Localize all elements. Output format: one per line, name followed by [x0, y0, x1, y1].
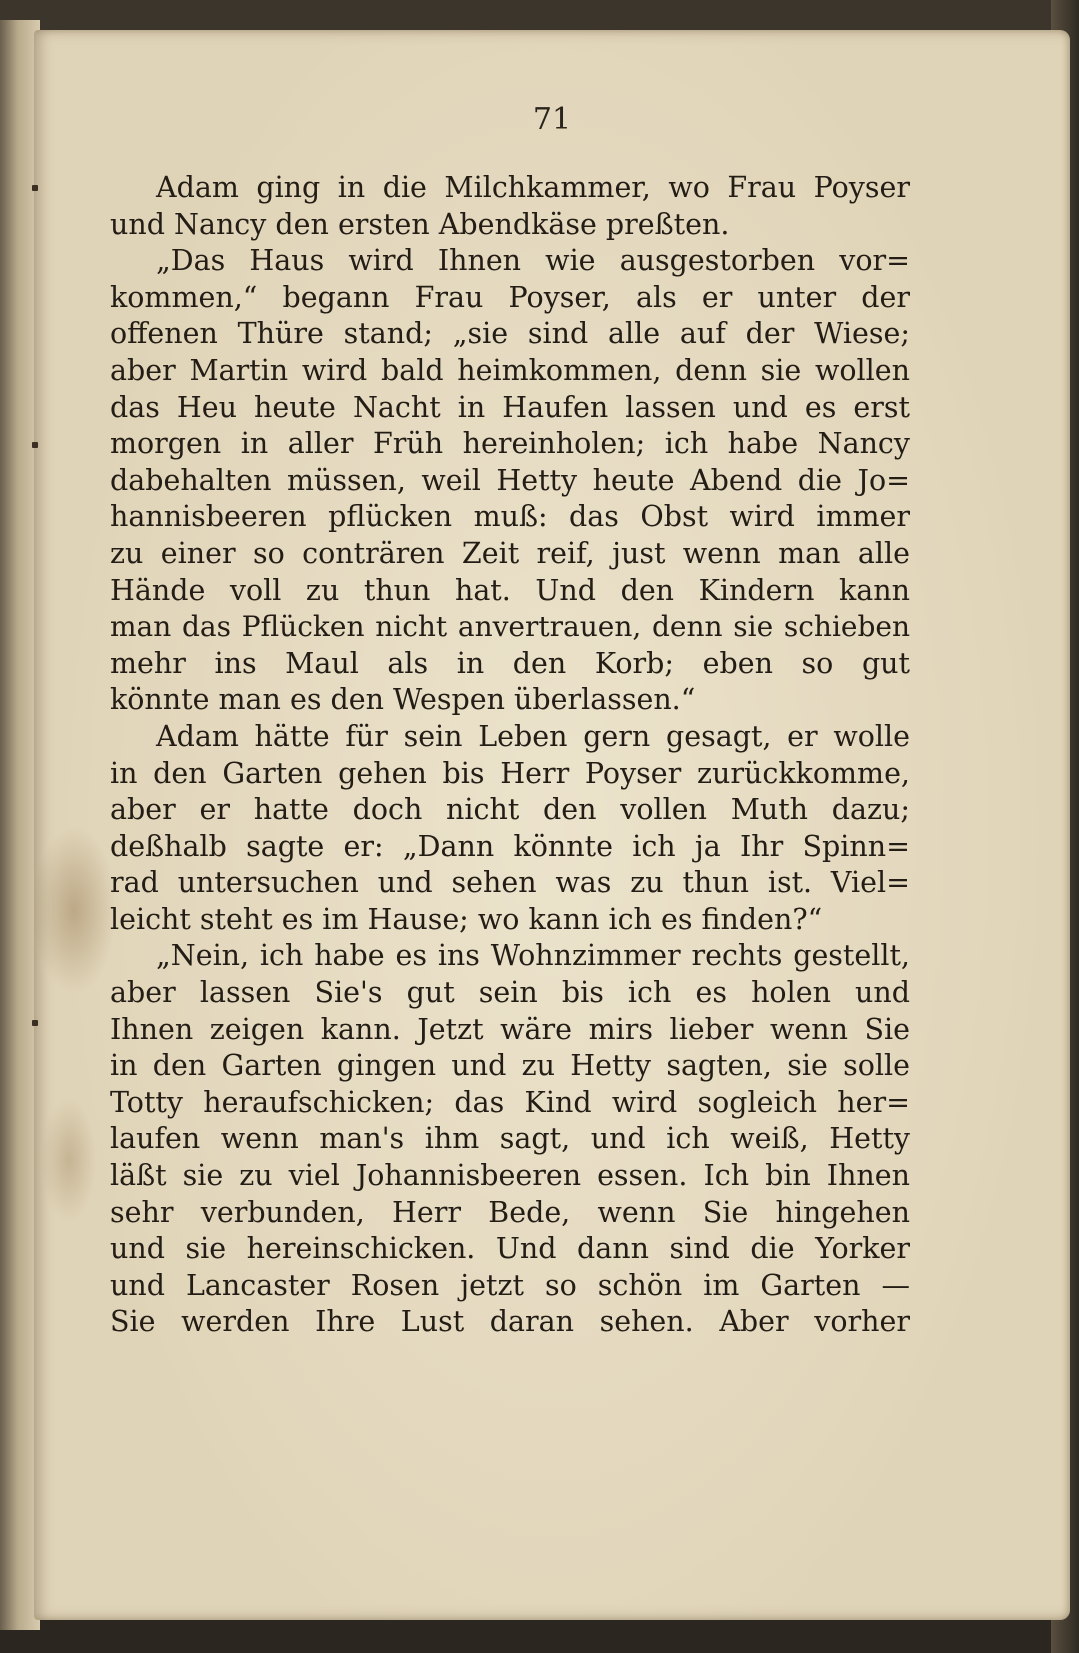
text-line: man das Pflücken nicht anvertrauen, denn sie schieben	[110, 610, 910, 644]
text-line: in den Garten gingen und zu Hetty sagten, sie solle	[110, 1049, 910, 1083]
text-line: rad untersuchen und sehen was zu thun ist. Viel=	[110, 866, 910, 900]
text-line: leicht steht es im Hause; wo kann ich es finden?“	[110, 902, 823, 936]
text-line: Totty heraufschicken; das Kind wird sogleich her=	[110, 1085, 910, 1119]
text-line: Ihnen zeigen kann. Jetzt wäre mirs lieber wenn Sie	[110, 1012, 910, 1046]
text-line: und Lancaster Rosen jetzt so schön im Garten —	[110, 1268, 910, 1302]
text-line: Adam ging in die Milchkammer, wo Frau Poyser	[156, 171, 910, 204]
text-line: offenen Thüre stand; „sie sind alle auf der Wiese;	[110, 317, 910, 351]
text-line: laufen wenn man's ihm sagt, und ich weiß, Hetty	[110, 1122, 910, 1156]
text-line: aber er hatte doch nicht den vollen Muth dazu;	[110, 793, 910, 827]
text-line: und sie hereinschicken. Und dann sind die Yorker	[110, 1232, 910, 1266]
text-line: könnte man es den Wespen überlassen.“	[110, 683, 696, 717]
text-line: sehr verbunden, Herr Bede, wenn Sie hingehen	[110, 1195, 910, 1229]
text-line: Adam hätte für sein Leben gern gesagt, er wolle	[156, 719, 910, 753]
text-line: hannisbeeren pflücken muß: das Obst wird immer	[110, 500, 910, 534]
text-line: in den Garten gehen bis Herr Poyser zurückkomme,	[110, 756, 910, 790]
text-line: mehr ins Maul als in den Korb; eben so gut	[110, 646, 910, 680]
text-line: und Nancy den ersten Abendkäse preßten.	[110, 207, 730, 241]
book-page	[34, 30, 1070, 1620]
text-line: zu einer so conträren Zeit reif, just wenn man alle	[110, 536, 910, 570]
text-line: das Heu heute Nacht in Haufen lassen und es erst	[110, 390, 910, 424]
text-line: „Nein, ich habe es ins Wohnzimmer rechts gestellt,	[156, 939, 910, 973]
text-line: morgen in aller Früh hereinholen; ich habe Nancy	[110, 427, 910, 461]
text-line: aber Martin wird bald heimkommen, denn sie wollen	[110, 353, 910, 387]
body-text	[110, 170, 910, 1341]
text-line: läßt sie zu viel Johannisbeeren essen. Ich bin Ihnen	[110, 1159, 910, 1193]
margin-mark	[32, 1020, 38, 1026]
margin-mark	[32, 185, 38, 191]
text-line: dabehalten müssen, weil Hetty heute Abend die Jo=	[110, 463, 910, 497]
text-line: Sie werden Ihre Lust daran sehen. Aber vorher	[110, 1305, 910, 1339]
text-line: kommen,“ begann Frau Poyser, als er unter der	[110, 280, 910, 314]
text-line: deßhalb sagte er: „Dann könnte ich ja Ihr Spinn=	[110, 829, 910, 863]
text-line: aber lassen Sie's gut sein bis ich es holen und	[110, 976, 910, 1010]
text-line: „Das Haus wird Ihnen wie ausgestorben vor=	[156, 244, 910, 278]
text-line: Hände voll zu thun hat. Und den Kindern kann	[110, 573, 910, 607]
margin-mark	[32, 442, 38, 448]
page-number: 71	[532, 102, 572, 137]
